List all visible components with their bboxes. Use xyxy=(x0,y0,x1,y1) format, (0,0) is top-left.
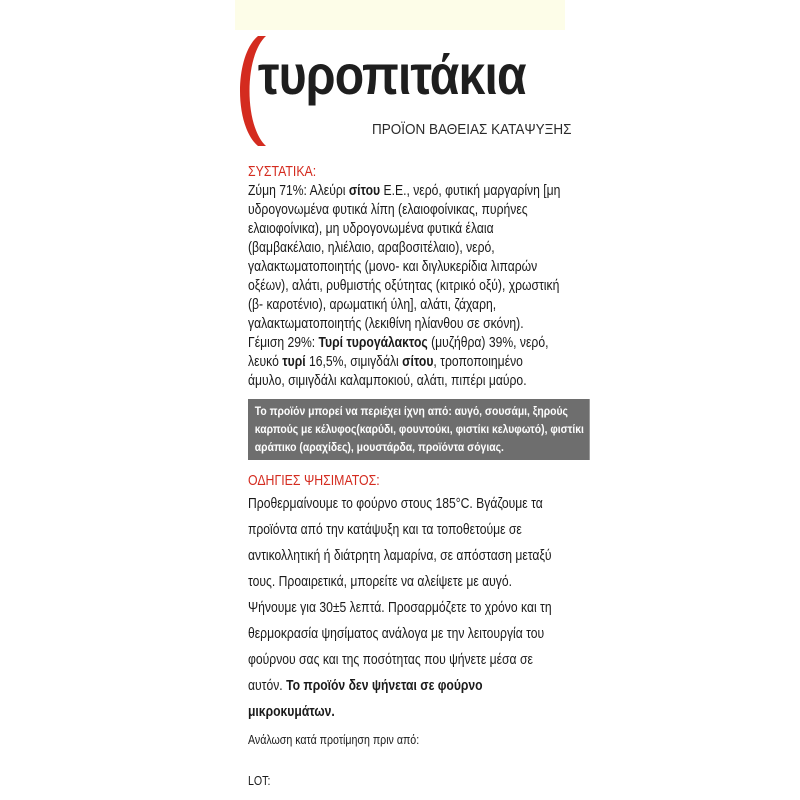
filling-allergen-whey-cheese: Τυρί τυρογάλακτος xyxy=(318,335,428,351)
microwave-warning: Το προϊόν δεν ψήνεται σε φούρνο μικροκυμάτων. xyxy=(248,678,483,720)
best-before-label: Ανάλωση κατά προτίμηση πριν από: xyxy=(248,733,420,747)
dough-ingredients xyxy=(248,182,563,334)
label-content xyxy=(248,163,584,791)
filling-text-3: 16,5%, σιμιγδάλι xyxy=(305,354,403,370)
allergen-warning-box: Το προϊόν μπορεί να περιέχει ίχνη από: αυγό, σουσάμι, ξηρούς καρπούς με κέλυφος(καρύδι, φουντούκι, φιστίκι κελυφωτό), φιστίκι αράπικο (αραχίδες), μουστάρδα, προϊόντα σόγιας. xyxy=(248,399,590,460)
dough-allergen-wheat: σίτου xyxy=(348,183,381,199)
top-strip xyxy=(235,0,565,30)
filling-ingredients xyxy=(248,334,563,391)
ingredients-heading: ΣΥΣΤΑΤΙΚΑ: xyxy=(248,164,317,180)
dough-text-2: Ε.Ε., νερό, φυτική μαργαρίνη [μη υδρογονωμένα φυτικά λίπη (ελαιοφοίνικας, πυρήνες ελαιοφοίνικα), μη υδρογονωμένα φυτικά έλαια (βαμβακέλαιο, ηλιέλαιο, αραβοσιτέλαιο), νερό, γαλακτωματοποιητής (μονο- και διγλυκερίδια λιπαρών οξέων), αλάτι, ρυθμιστής οξύτητας (κιτρικό οξύ), χρωστική (β- καροτένιο), αρωματική ύλη], αλάτι, ζάχαρη, γαλακτωματοποιητής (λεκιθίνη ηλίανθου σε σκόνη). xyxy=(248,183,561,332)
baking-text: Προθερμαίνουμε το φούρνο στους 185°C. Βγάζουμε τα προϊόντα από την κατάψυξη και τα τοποθετούμε σε αντικολλητική ή διάτρητη λαμαρίνα, σε απόσταση μεταξύ τους. Προαιρετικά, μπορείτε να αλείψετε με αυγό. Ψήνουμε για 30±5 λεπτά. Προσαρμόζετε το χρόνο και τη θερμοκρασία ψησίματος ανάλογα με την λειτουργία του φούρνου σας και της ποσότητας που ψήνετε μέσα σε αυτόν. xyxy=(248,496,552,694)
filling-text-1: Γέμιση 29%: xyxy=(248,335,319,351)
lot-label: LOT: xyxy=(248,774,271,788)
product-title: τυροπιτάκια xyxy=(258,43,526,106)
dough-text-1: Ζύμη 71%: Αλεύρι xyxy=(248,183,349,199)
baking-heading: ΟΔΗΓΙΕΣ ΨΗΣΙΜΑΤΟΣ: xyxy=(248,473,380,489)
baking-instructions xyxy=(248,491,563,725)
product-subtitle: ΠΡΟΪΟΝ ΒΑΘΕΙΑΣ ΚΑΤΑΨΥΞΗΣ xyxy=(372,121,572,138)
filling-text-4: , τροποποιημένο άμυλο, σιμιγδάλι καλαμποκιού, αλάτι, πιπέρι μαύρο. xyxy=(248,354,527,389)
filling-allergen-wheat: σίτου xyxy=(402,354,434,370)
filling-text-2: (μυζήθρα) 39%, νερό, λευκό xyxy=(248,335,549,370)
filling-allergen-cheese: τυρί xyxy=(282,354,306,370)
